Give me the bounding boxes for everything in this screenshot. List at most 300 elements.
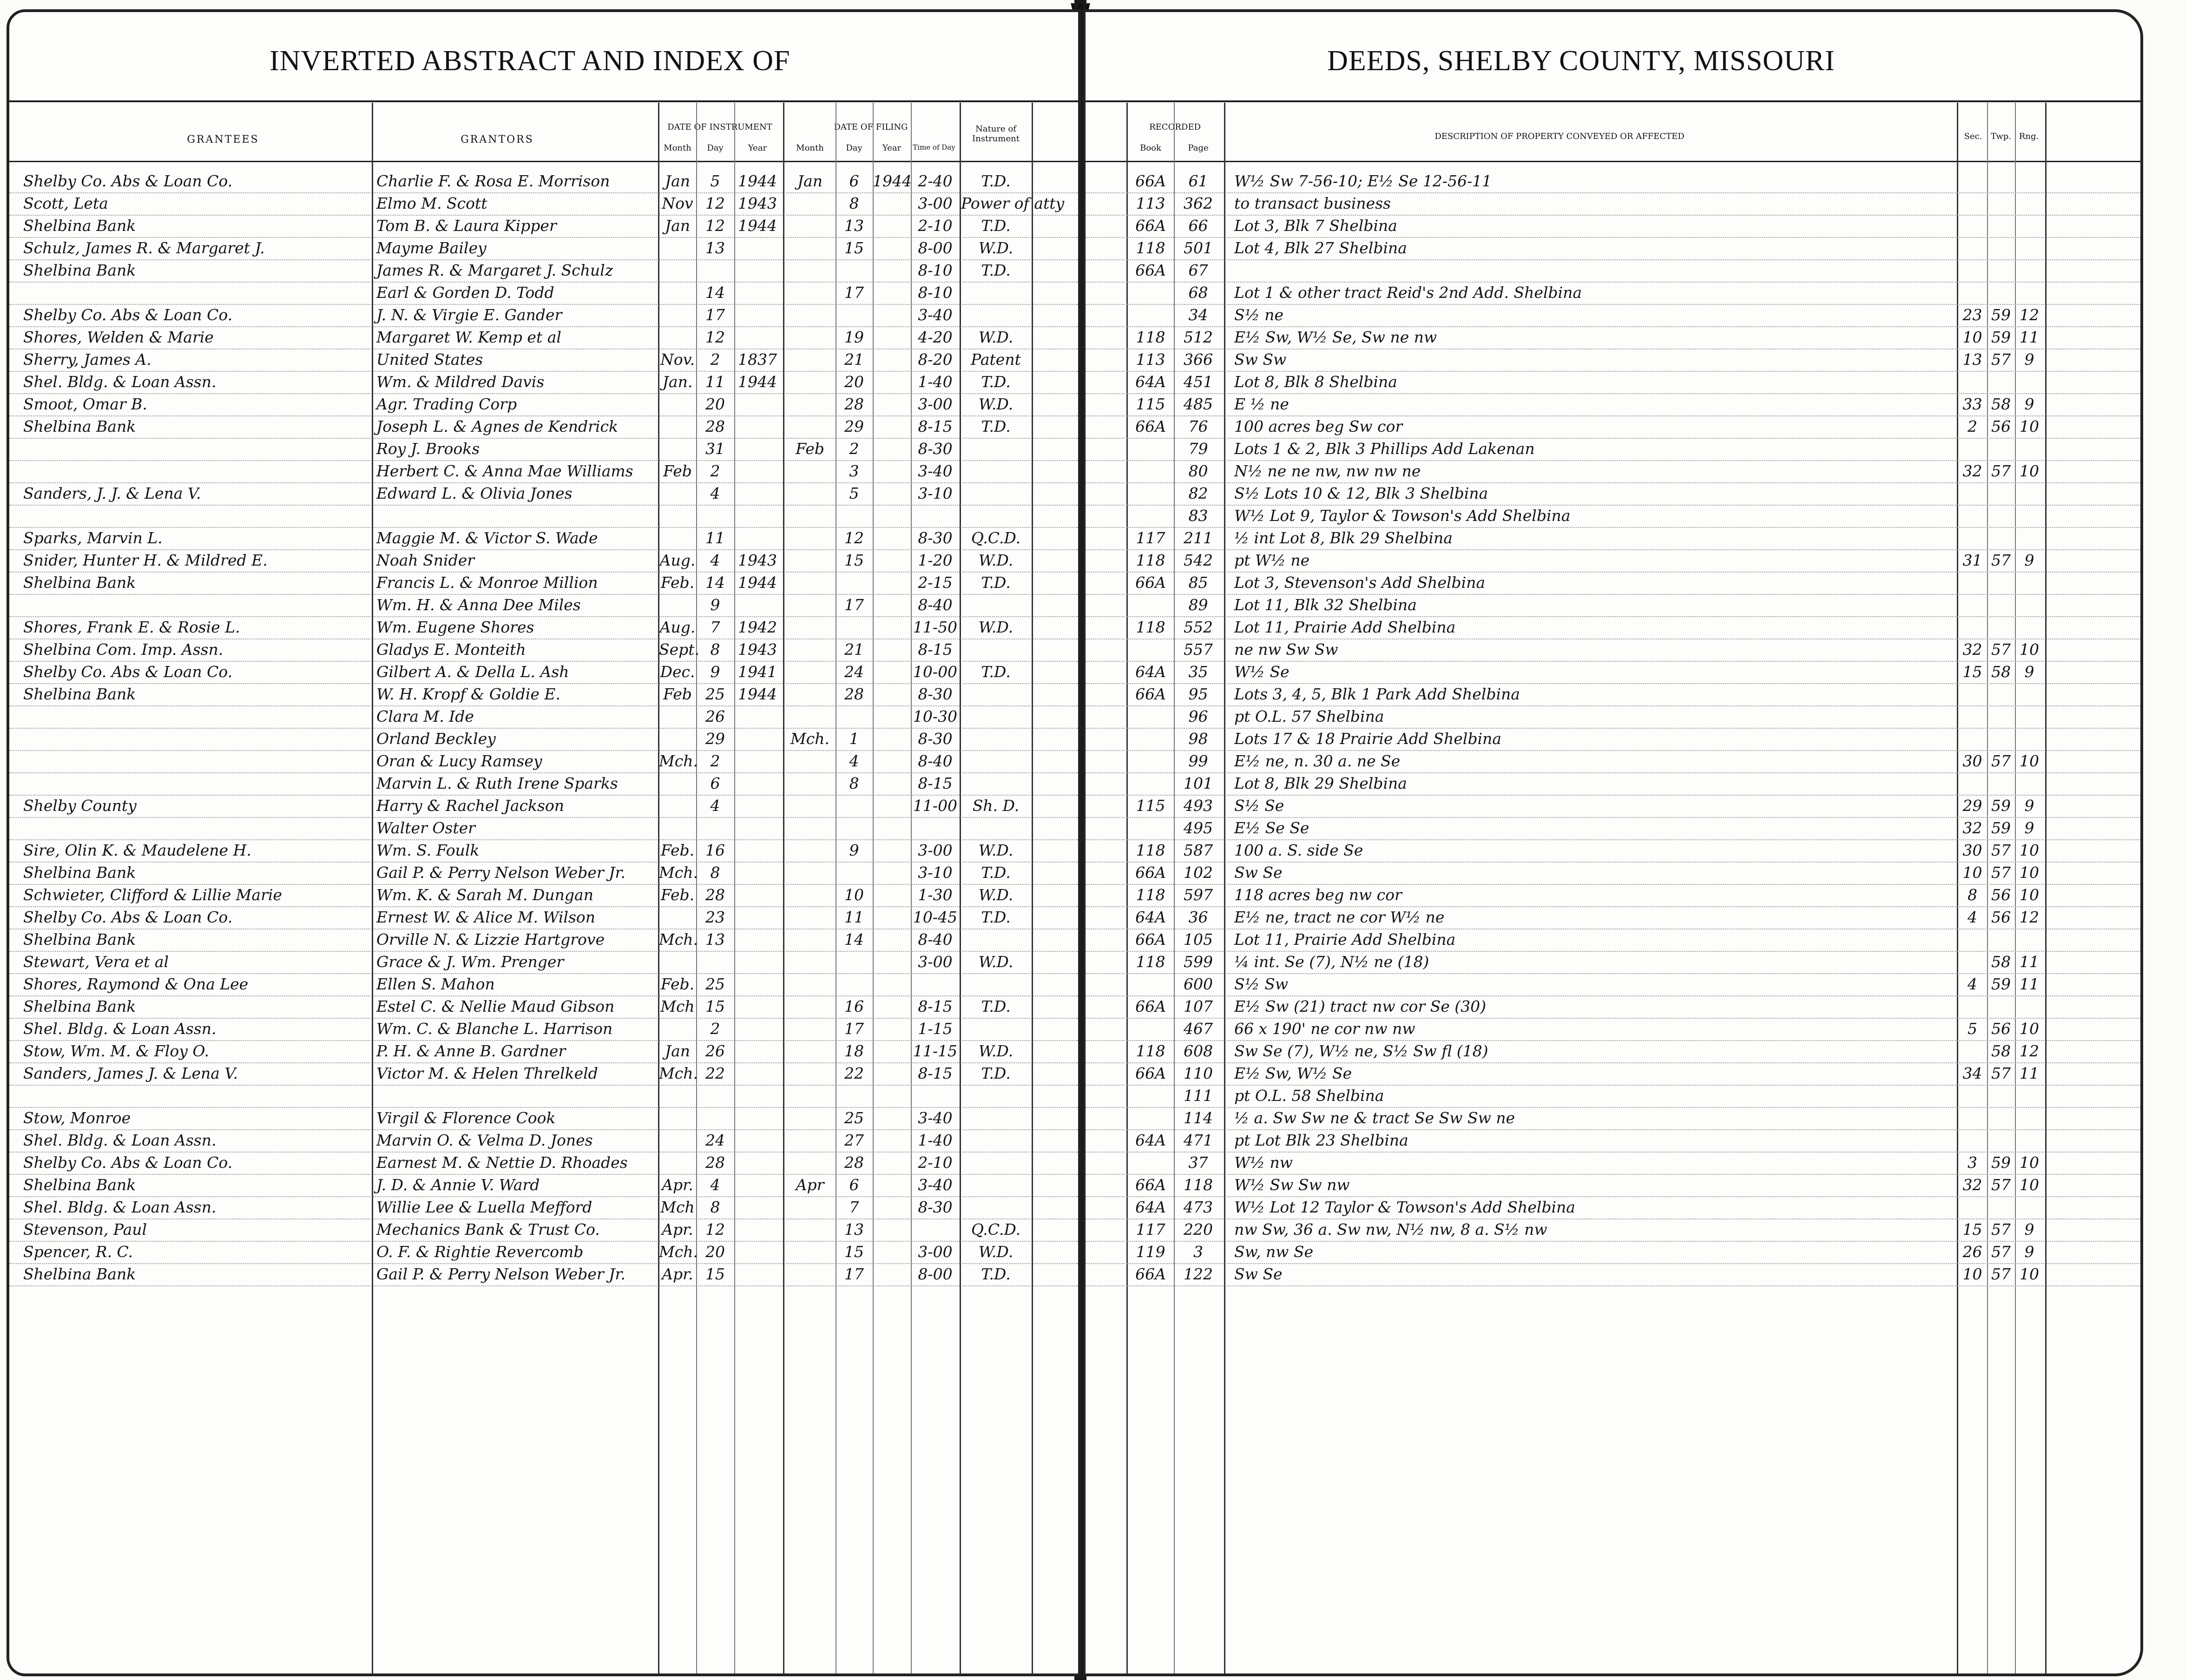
cell-time: 3-10	[918, 863, 953, 882]
left-ledger-row	[9, 884, 1078, 907]
cell-id: 24	[705, 1131, 725, 1149]
cell-id: 13	[705, 239, 725, 257]
left-ledger-row	[9, 1174, 1078, 1197]
cell-im: Apr.	[662, 1220, 693, 1239]
cell-id: 26	[705, 1042, 725, 1060]
cell-grantee: Shelbina Com. Imp. Assn.	[23, 640, 224, 659]
cell-time: 8-30	[918, 685, 953, 703]
cell-nat: W.D.	[978, 618, 1014, 636]
cell-grantee: Shelbina Bank	[23, 1176, 136, 1194]
cell-nat: W.D.	[978, 841, 1014, 859]
cell-fd: 4	[849, 752, 859, 770]
right-ledger-row	[1086, 705, 2140, 729]
cell-fd: 15	[844, 551, 864, 569]
cell-sec: 30	[1962, 841, 1982, 859]
cell-desc: Lot 3, Blk 7 Shelbina	[1234, 217, 1397, 235]
right-ledger-row	[1086, 527, 2140, 550]
cell-twp: 59	[1991, 1153, 2011, 1172]
cell-desc: pt Lot Blk 23 Shelbina	[1234, 1131, 1408, 1149]
cell-time: 11-50	[913, 618, 958, 636]
cell-fd: 17	[844, 1020, 864, 1038]
cell-time: 3-00	[918, 841, 953, 859]
cell-time: 10-00	[913, 663, 958, 681]
cell-book: 118	[1136, 1042, 1165, 1060]
left-ledger-row	[9, 661, 1078, 684]
left-ledger-row	[9, 1219, 1078, 1242]
cell-grantor: Edward L. & Olivia Jones	[376, 484, 573, 502]
cell-sec: 5	[1968, 1020, 1977, 1038]
cell-fd: 6	[849, 1176, 859, 1194]
cell-time: 8-15	[918, 774, 953, 792]
cell-time: 3-10	[918, 484, 953, 502]
right-ledger-row	[1086, 884, 2140, 907]
left-ledger-row	[9, 237, 1078, 260]
cell-page: 61	[1188, 172, 1208, 190]
cell-time: 3-00	[918, 953, 953, 971]
cell-book: 118	[1136, 841, 1165, 859]
cell-grantor: J. N. & Virgie E. Gander	[376, 306, 562, 324]
cell-time: 1-20	[918, 551, 953, 569]
cell-grantor: Wm. C. & Blanche L. Harrison	[376, 1020, 613, 1038]
right-page	[1083, 9, 2143, 1676]
cell-grantor: Earnest M. & Nettie D. Rhoades	[376, 1153, 628, 1172]
twp-header: Twp.	[1990, 132, 2011, 141]
cell-page: 107	[1184, 997, 1213, 1015]
cell-iy: 1944	[738, 685, 777, 703]
cell-time: 3-40	[918, 462, 953, 480]
left-ledger-row	[9, 527, 1078, 550]
cell-nat: T.D.	[981, 172, 1011, 190]
cell-time: 8-15	[918, 997, 953, 1015]
left-ledger-row	[9, 415, 1078, 439]
cell-nat: T.D.	[981, 1064, 1011, 1082]
cell-rng: 10	[2020, 417, 2039, 435]
right-ledger-row	[1086, 1062, 2140, 1086]
cell-fd: 6	[849, 172, 859, 190]
cell-grantor: Francis L. & Monroe Million	[376, 573, 598, 592]
cell-grantee: Schwieter, Clifford & Lillie Marie	[23, 886, 282, 904]
cell-im: Mch.	[659, 752, 698, 770]
cell-grantor: Wm. H. & Anna Dee Miles	[376, 596, 581, 614]
cell-id: 8	[710, 863, 720, 882]
cell-grantee: Sparks, Marvin L.	[23, 529, 163, 547]
cell-rng: 9	[2024, 663, 2034, 681]
cell-grantor: Earl & Gorden D. Todd	[376, 283, 554, 302]
cell-twp: 57	[1991, 551, 2011, 569]
cell-twp: 57	[1991, 1243, 2011, 1261]
cell-grantee: Sherry, James A.	[23, 350, 151, 369]
cell-sec: 15	[1962, 1220, 1982, 1239]
cell-page: 599	[1184, 953, 1213, 971]
cell-time: 3-40	[918, 306, 953, 324]
cell-sec: 31	[1962, 551, 1982, 569]
right-ledger-row	[1086, 415, 2140, 439]
right-ledger-row	[1086, 1174, 2140, 1197]
cell-grantee: Shel. Bldg. & Loan Assn.	[23, 1131, 217, 1149]
left-page-title: INVERTED ABSTRACT AND INDEX OF	[270, 45, 790, 77]
cell-desc: W½ Lot 9, Taylor & Towson's Add Shelbina	[1234, 507, 1571, 525]
cell-book: 66A	[1135, 997, 1166, 1015]
grantors-header: GRANTORS	[461, 134, 534, 145]
rng-header: Rng.	[2019, 132, 2039, 141]
cell-id: 29	[705, 730, 725, 748]
cell-sec: 4	[1968, 975, 1977, 993]
cell-book: 117	[1136, 1220, 1165, 1239]
cell-page: 110	[1184, 1064, 1213, 1082]
cell-book: 66A	[1135, 685, 1166, 703]
cell-desc: S½ Sw	[1234, 975, 1288, 993]
cell-grantor: Wm. K. & Sarah M. Dungan	[376, 886, 593, 904]
cell-im: Aug.	[659, 618, 696, 636]
cell-time: 1-40	[918, 1131, 953, 1149]
cell-nat: W.D.	[978, 239, 1014, 257]
left-ledger-row	[9, 594, 1078, 617]
cell-id: 4	[710, 797, 720, 815]
cell-sec: 8	[1968, 886, 1977, 904]
filing-year-header: Year	[882, 143, 902, 153]
left-ledger-row	[9, 728, 1078, 751]
instrument-month-header: Month	[664, 143, 691, 153]
cell-sec: 10	[1962, 863, 1982, 882]
cell-time: 8-10	[918, 283, 953, 302]
cell-grantor: O. F. & Rightie Revercomb	[376, 1243, 584, 1261]
cell-sec: 32	[1962, 640, 1982, 659]
cell-sec: 15	[1962, 663, 1982, 681]
right-ledger-row	[1086, 259, 2140, 283]
cell-twp: 56	[1991, 886, 2011, 904]
date-of-filing-header: DATE OF FILING	[834, 122, 908, 132]
right-ledger-row	[1086, 215, 2140, 238]
cell-fd: 15	[844, 239, 864, 257]
cell-fd: 19	[844, 328, 864, 346]
cell-grantee: Shelby Co. Abs & Loan Co.	[23, 306, 233, 324]
cell-desc: Sw, nw Se	[1234, 1243, 1314, 1261]
cell-desc: pt W½ ne	[1234, 551, 1310, 569]
right-ledger-row	[1086, 304, 2140, 327]
cell-id: 14	[705, 283, 725, 302]
cell-id: 4	[710, 551, 720, 569]
left-ledger-row	[9, 839, 1078, 863]
right-ledger-row	[1086, 170, 2140, 193]
cell-fd: 25	[844, 1109, 864, 1127]
left-ledger-row	[9, 951, 1078, 974]
cell-grantee: Shelby Co. Abs & Loan Co.	[23, 1153, 233, 1172]
left-ledger-row	[9, 683, 1078, 706]
cell-grantee: Spencer, R. C.	[23, 1243, 133, 1261]
cell-desc: S½ Se	[1234, 797, 1284, 815]
cell-rng: 11	[2020, 975, 2039, 993]
cell-sec: 10	[1962, 328, 1982, 346]
cell-desc: ½ a. Sw Sw ne & tract Se Sw Sw ne	[1234, 1109, 1515, 1127]
cell-sec: 13	[1962, 350, 1982, 369]
cell-fd: 17	[844, 1265, 864, 1283]
cell-id: 23	[705, 908, 725, 926]
cell-page: 111	[1184, 1087, 1213, 1105]
cell-desc: nw Sw, 36 a. Sw nw, N½ nw, 8 a. S½ nw	[1234, 1220, 1547, 1239]
cell-desc: Sw Se	[1234, 1265, 1283, 1283]
cell-grantor: Willie Lee & Luella Mefford	[376, 1198, 592, 1216]
right-ledger-row	[1086, 505, 2140, 528]
cell-book: 66A	[1135, 1064, 1166, 1082]
cell-desc: Lot 4, Blk 27 Shelbina	[1234, 239, 1407, 257]
cell-desc: E½ Se Se	[1234, 819, 1310, 837]
cell-nat: T.D.	[981, 417, 1011, 435]
cell-grantee: Shelby County	[23, 797, 137, 815]
cell-grantor: Mechanics Bank & Trust Co.	[376, 1220, 600, 1239]
cell-nat: T.D.	[981, 373, 1011, 391]
cell-id: 12	[705, 328, 725, 346]
cell-rng: 10	[2020, 752, 2039, 770]
cell-rng: 10	[2020, 462, 2039, 480]
cell-im: Mch.	[659, 930, 698, 949]
cell-grantee: Shelbina Bank	[23, 217, 136, 235]
cell-desc: N½ ne ne nw, nw nw ne	[1234, 462, 1421, 480]
cell-fd: 21	[844, 640, 864, 659]
left-ledger-row	[9, 192, 1078, 216]
cell-page: 102	[1184, 863, 1213, 882]
cell-time: 8-00	[918, 239, 953, 257]
cell-desc: pt O.L. 57 Shelbina	[1234, 707, 1384, 725]
cell-sec: 32	[1962, 819, 1982, 837]
cell-book: 64A	[1135, 373, 1166, 391]
cell-grantor: Oran & Lucy Ramsey	[376, 752, 542, 770]
cell-desc: E½ Sw, W½ Se	[1234, 1064, 1352, 1082]
cell-grantee: Shel. Bldg. & Loan Assn.	[23, 1198, 217, 1216]
cell-page: 493	[1184, 797, 1213, 815]
cell-book: 66A	[1135, 930, 1166, 949]
right-ledger-row	[1086, 951, 2140, 974]
cell-page: 220	[1184, 1220, 1213, 1239]
left-page	[7, 9, 1081, 1676]
right-ledger-row	[1086, 929, 2140, 952]
cell-grantor: Gladys E. Monteith	[376, 640, 526, 659]
cell-id: 9	[710, 663, 720, 681]
cell-nat: T.D.	[981, 863, 1011, 882]
right-ledger-row	[1086, 839, 2140, 863]
cell-book: 113	[1136, 350, 1165, 369]
cell-time: 3-40	[918, 1176, 953, 1194]
cell-fm: Jan	[797, 172, 823, 190]
cell-grantor: Ellen S. Mahon	[376, 975, 495, 993]
cell-nat: W.D.	[978, 1243, 1014, 1261]
right-ledger-row	[1086, 728, 2140, 751]
cell-rng: 10	[2020, 841, 2039, 859]
cell-im: Feb.	[660, 975, 695, 993]
cell-twp: 56	[1991, 417, 2011, 435]
cell-grantor: Joseph L. & Agnes de Kendrick	[376, 417, 618, 435]
cell-nat: T.D.	[981, 573, 1011, 592]
cell-twp: 59	[1991, 797, 2011, 815]
cell-grantor: Noah Snider	[376, 551, 475, 569]
cell-fd: 27	[844, 1131, 864, 1149]
cell-im: Nov	[662, 194, 693, 212]
cell-nat: Patent	[971, 350, 1021, 369]
cell-fd: 8	[849, 194, 859, 212]
right-ledger-row	[1086, 438, 2140, 461]
cell-time: 8-40	[918, 752, 953, 770]
cell-im: Jan.	[662, 373, 693, 391]
cell-time: 8-40	[918, 930, 953, 949]
cell-nat: Q.C.D.	[971, 529, 1021, 547]
right-ledger-row	[1086, 1107, 2140, 1130]
cell-time: 10-45	[913, 908, 958, 926]
cell-id: 22	[705, 1064, 725, 1082]
cell-sec: 29	[1962, 797, 1982, 815]
cell-rng: 10	[2020, 1020, 2039, 1038]
cell-grantee: Shelbina Bank	[23, 573, 136, 592]
cell-grantee: Sire, Olin K. & Maudelene H.	[23, 841, 251, 859]
cell-time: 8-20	[918, 350, 953, 369]
right-ledger-row	[1086, 1152, 2140, 1175]
cell-grantor: Clara M. Ide	[376, 707, 474, 725]
left-ledger-row	[9, 393, 1078, 416]
cell-page: 67	[1188, 261, 1208, 279]
cell-page: 211	[1184, 529, 1213, 547]
cell-grantor: James R. & Margaret J. Schulz	[376, 261, 613, 279]
cell-grantor: J. D. & Annie V. Ward	[376, 1176, 540, 1194]
cell-id: 4	[710, 484, 720, 502]
cell-desc: 66 x 190' ne cor nw nw	[1234, 1020, 1415, 1038]
cell-page: 35	[1188, 663, 1208, 681]
left-ledger-row	[9, 282, 1078, 305]
right-page-title: DEEDS, SHELBY COUNTY, MISSOURI	[1327, 45, 1835, 77]
cell-grantor: Roy J. Brooks	[376, 440, 480, 458]
right-ledger-row	[1086, 683, 2140, 706]
cell-id: 13	[705, 930, 725, 949]
cell-fd: 14	[844, 930, 864, 949]
cell-time: 8-15	[918, 417, 953, 435]
cell-time: 1-30	[918, 886, 953, 904]
left-ledger-row	[9, 371, 1078, 394]
cell-desc: 100 acres beg Sw cor	[1234, 417, 1403, 435]
cell-page: 37	[1188, 1153, 1208, 1172]
cell-rng: 9	[2024, 551, 2034, 569]
cell-twp: 57	[1991, 640, 2011, 659]
cell-page: 34	[1188, 306, 1208, 324]
cell-desc: 118 acres beg nw cor	[1234, 886, 1402, 904]
left-ledger-row	[9, 1018, 1078, 1041]
cell-time: 3-00	[918, 395, 953, 413]
cell-grantor: Charlie F. & Rosa E. Morrison	[376, 172, 610, 190]
cell-page: 66	[1188, 217, 1208, 235]
cell-book: 66A	[1135, 1265, 1166, 1283]
right-ledger-row	[1086, 572, 2140, 595]
cell-sec: 32	[1962, 462, 1982, 480]
cell-id: 9	[710, 596, 720, 614]
cell-page: 597	[1184, 886, 1213, 904]
header-bottom-rule	[9, 161, 1078, 162]
right-ledger-row	[1086, 1085, 2140, 1108]
cell-book: 64A	[1135, 1198, 1166, 1216]
cell-desc: W½ Lot 12 Taylor & Towson's Add Shelbina	[1234, 1198, 1575, 1216]
cell-grantee: Shelby Co. Abs & Loan Co.	[23, 172, 233, 190]
cell-twp: 57	[1991, 1176, 2011, 1194]
cell-im: Apr.	[662, 1176, 693, 1194]
cell-fd: 8	[849, 774, 859, 792]
cell-book: 66A	[1135, 261, 1166, 279]
cell-grantor: United States	[376, 350, 483, 369]
cell-nat: Power of atty	[961, 194, 1065, 212]
right-ledger-row	[1086, 237, 2140, 260]
cell-twp: 59	[1991, 328, 2011, 346]
left-ledger-row	[9, 1129, 1078, 1153]
cell-nat: W.D.	[978, 953, 1014, 971]
cell-desc: E½ Sw, W½ Se, Sw ne nw	[1234, 328, 1437, 346]
cell-desc: pt O.L. 58 Shelbina	[1234, 1087, 1384, 1105]
cell-nat: T.D.	[981, 663, 1011, 681]
cell-page: 557	[1184, 640, 1213, 659]
left-ledger-row	[9, 215, 1078, 238]
cell-page: 118	[1184, 1176, 1213, 1194]
right-ledger-row	[1086, 349, 2140, 372]
cell-id: 14	[705, 573, 725, 592]
book-header: Book	[1140, 143, 1161, 153]
cell-rng: 9	[2024, 1220, 2034, 1239]
right-ledger-row	[1086, 1196, 2140, 1219]
cell-rng: 9	[2024, 350, 2034, 369]
cell-rng: 10	[2020, 1265, 2039, 1283]
cell-id: 2	[710, 350, 720, 369]
cell-time: 2-40	[918, 172, 953, 190]
right-ledger-row	[1086, 594, 2140, 617]
cell-time: 2-10	[918, 1153, 953, 1172]
cell-desc: Sw Se (7), W½ ne, S½ Sw fl (18)	[1234, 1042, 1488, 1060]
left-ledger-row	[9, 1263, 1078, 1286]
cell-iy: 1944	[738, 573, 777, 592]
cell-desc: Sw Sw	[1234, 350, 1287, 369]
cell-grantor: Virgil & Florence Cook	[376, 1109, 556, 1127]
cell-page: 83	[1188, 507, 1208, 525]
cell-sec: 30	[1962, 752, 1982, 770]
cell-grantor: Marvin O. & Velma D. Jones	[376, 1131, 593, 1149]
cell-id: 11	[705, 373, 725, 391]
right-ledger-row	[1086, 326, 2140, 349]
cell-time: 8-40	[918, 596, 953, 614]
cell-fd: 16	[844, 997, 864, 1015]
cell-desc: Lot 8, Blk 29 Shelbina	[1234, 774, 1407, 792]
cell-twp: 56	[1991, 1020, 2011, 1038]
cell-sec: 4	[1968, 908, 1977, 926]
cell-grantor: Orville N. & Lizzie Hartgrove	[376, 930, 605, 949]
cell-twp: 57	[1991, 350, 2011, 369]
right-ledger-row	[1086, 906, 2140, 929]
cell-fd: 5	[849, 484, 859, 502]
cell-grantee: Shelby Co. Abs & Loan Co.	[23, 908, 233, 926]
cell-sec: 10	[1962, 1265, 1982, 1283]
cell-im: Apr.	[662, 1265, 693, 1283]
cell-id: 31	[705, 440, 725, 458]
left-ledger-row	[9, 995, 1078, 1019]
cell-grantee: Shelby Co. Abs & Loan Co.	[23, 663, 233, 681]
cell-grantor: Elmo M. Scott	[376, 194, 487, 212]
left-ledger-row	[9, 549, 1078, 573]
cell-id: 28	[705, 1153, 725, 1172]
cell-id: 12	[705, 217, 725, 235]
cell-fd: 11	[844, 908, 864, 926]
cell-desc: E½ Sw (21) tract nw cor Se (30)	[1234, 997, 1487, 1015]
cell-desc: Lots 1 & 2, Blk 3 Phillips Add Lakenan	[1234, 440, 1535, 458]
cell-grantee: Smoot, Omar B.	[23, 395, 147, 413]
left-ledger-row	[9, 482, 1078, 506]
cell-id: 26	[705, 707, 725, 725]
cell-time: 2-10	[918, 217, 953, 235]
cell-book: 66A	[1135, 172, 1166, 190]
cell-twp: 57	[1991, 462, 2011, 480]
left-ledger-row	[9, 170, 1078, 193]
cell-id: 20	[705, 1243, 725, 1261]
left-ledger-row	[9, 862, 1078, 885]
left-ledger-row	[9, 304, 1078, 327]
